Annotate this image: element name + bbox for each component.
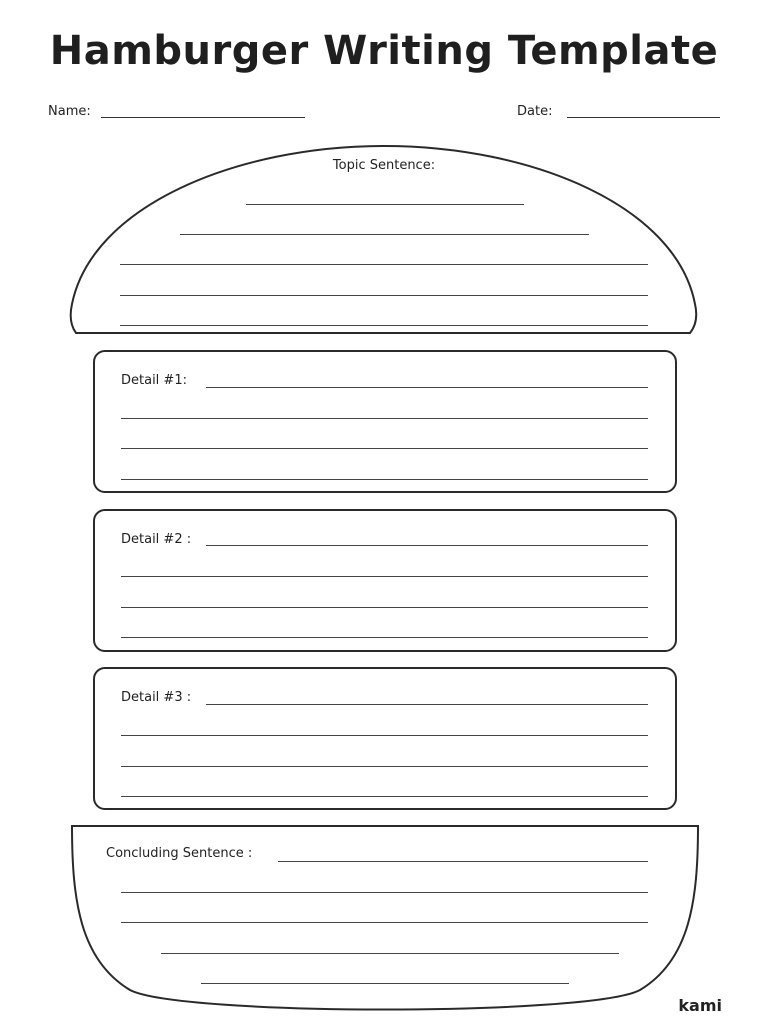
top-bun-shape [71,146,697,333]
name-label: Name: [48,104,91,119]
concluding-line[interactable] [161,953,619,954]
topic-line[interactable] [120,295,648,296]
kami-logo: kami [678,996,722,1015]
detail-1-line[interactable] [121,479,648,480]
detail-1-line[interactable] [206,387,648,388]
detail-3-line[interactable] [121,766,648,767]
topic-sentence-label: Topic Sentence: [332,158,436,173]
date-label: Date: [517,104,553,119]
detail-1-line[interactable] [121,418,648,419]
topic-line[interactable] [246,204,524,205]
detail-2-line[interactable] [121,576,648,577]
detail-1-box [93,350,677,493]
detail-2-line[interactable] [121,637,648,638]
detail-2-box [93,509,677,652]
concluding-line[interactable] [201,983,569,984]
topic-line[interactable] [120,264,648,265]
detail-2-label: Detail #2 : [121,532,192,547]
detail-3-line[interactable] [121,796,648,797]
detail-2-line[interactable] [121,607,648,608]
concluding-line[interactable] [121,922,648,923]
detail-1-line[interactable] [121,448,648,449]
detail-3-label: Detail #3 : [121,690,192,705]
concluding-line[interactable] [278,861,648,862]
detail-3-line[interactable] [206,704,648,705]
detail-2-line[interactable] [206,545,648,546]
detail-1-label: Detail #1: [121,373,187,388]
concluding-sentence-label: Concluding Sentence : [106,846,253,861]
page-title: Hamburger Writing Template [49,28,719,74]
topic-line[interactable] [180,234,589,235]
detail-3-box [93,667,677,810]
concluding-line[interactable] [121,892,648,893]
detail-3-line[interactable] [121,735,648,736]
topic-line[interactable] [120,325,648,326]
